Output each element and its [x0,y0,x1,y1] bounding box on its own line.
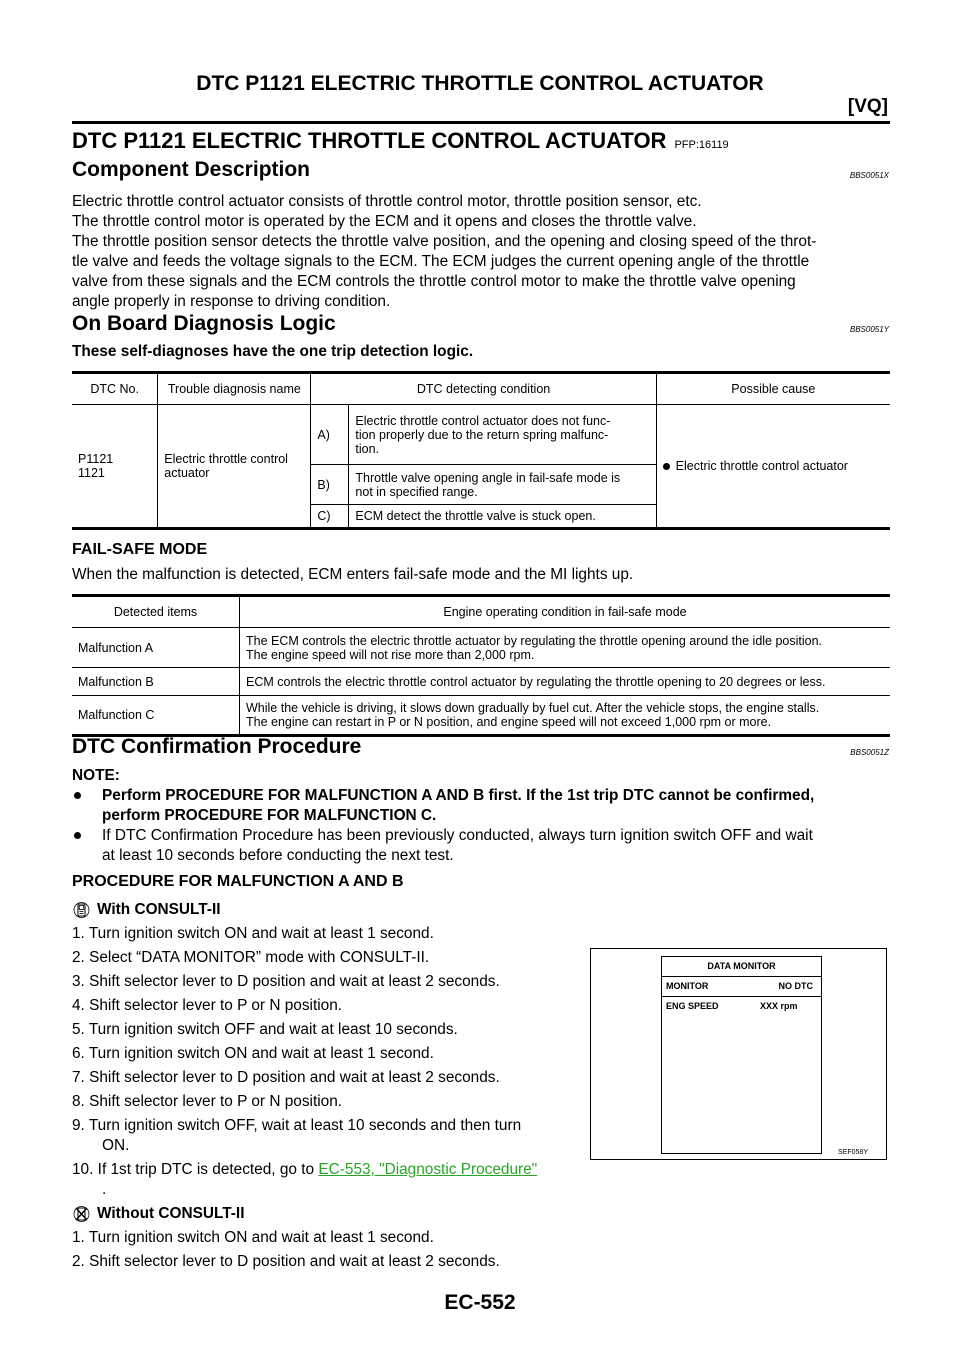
step-8: 8. Shift selector lever to P or N position. [72,1093,343,1110]
condition-line: not in specified range. [355,484,478,499]
without-consult-label: Without CONSULT-II [97,1205,245,1222]
screen-row [662,997,821,1016]
failsafe-table [72,594,890,737]
monitor-column: MONITOR [666,981,709,991]
dtc-no-alt: 1121 [78,466,105,480]
col-detected-items: Detected items [72,596,240,628]
consult-tool-icon [73,900,90,920]
bullet-icon [663,463,670,470]
col-dtc-no: DTC No. [72,373,158,405]
component-line: tle valve and feeds the voltage signals to the ECM. The ECM judges the current opening angle of the throttle [72,253,810,270]
condition-line: The engine can restart in P or N position, and engine speed will not exceed 1,000 rpm or more. [246,715,772,729]
col-detecting-condition: DTC detecting condition [311,373,656,405]
col-trouble-name: Trouble diagnosis name [158,373,311,405]
pfp-code: PFP:16119 [674,139,729,151]
header-rule [72,121,890,124]
step-1: 1. Turn ignition switch ON and wait at least 1 second. [72,925,434,942]
bullet-icon [74,832,81,839]
obd-note: These self-diagnoses have the one trip detection logic. [72,343,474,360]
component-ref: BBS0051X [849,171,889,180]
note-line: perform PROCEDURE FOR MALFUNCTION C. [102,807,437,824]
condition-label: A) [311,405,349,465]
step-3: 3. Shift selector lever to D position and wait at least 2 seconds. [72,973,500,990]
step-10-text: 10. If 1st trip DTC is detected, go to [72,1161,319,1178]
obd-heading: On Board Diagnosis Logic [72,312,336,335]
failsafe-heading: FAIL-SAFE MODE [72,541,208,558]
diagnostic-procedure-link[interactable]: EC-553, "Diagnostic Procedure" [318,1161,538,1178]
trouble-name-cell [158,405,311,529]
eng-speed-value: XXX rpm [760,1001,798,1011]
no-dtc-column: NO DTC [778,981,813,991]
no-consult-step-1: 1. Turn ignition switch ON and wait at least 1 second. [72,1229,434,1246]
component-line: Electric throttle control actuator consists of throttle control motor, throttle position sensor, etc. [72,193,702,210]
condition-line: Throttle valve opening angle in fail-safe mode is [355,470,621,485]
condition-text [349,405,656,465]
component-line: angle properly in response to driving condition. [72,293,391,310]
col-engine-condition: Engine operating condition in fail-safe mode [240,596,891,628]
failsafe-text: When the malfunction is detected, ECM enters fail-safe mode and the MI lights up. [72,566,634,583]
note-2 [102,826,813,866]
condition-line: The ECM controls the electric throttle actuator by regulating the throttle opening around the idle position. [246,633,823,648]
bullet-icon [74,792,81,799]
engine-condition [240,628,891,668]
no-consult-tool-icon [73,1204,90,1224]
condition-text [349,465,656,505]
component-line: valve from these signals and the ECM controls the throttle control motor to make the throttle valve opening [72,273,796,290]
note-line: at least 10 seconds before conducting the next test. [102,847,454,864]
condition-line: Electric throttle control actuator does not func- [355,413,611,428]
component-line: The throttle control motor is operated by the ECM and it opens and closes the throttle valve. [72,213,697,230]
possible-cause-cell [656,405,890,529]
component-line: The throttle position sensor detects the throttle valve position, and the opening and closing speed of the throt- [72,233,817,250]
note-1 [102,786,814,826]
obd-table [72,371,890,530]
condition-line: tion. [355,441,380,456]
step-6: 6. Turn ignition switch ON and wait at least 1 second. [72,1045,434,1062]
trouble-name-line: Electric throttle control [164,452,288,466]
confirm-heading: DTC Confirmation Procedure [72,735,362,758]
step-4: 4. Shift selector lever to P or N position. [72,997,343,1014]
screen-column-header [662,977,821,997]
dtc-no-cell [72,405,158,529]
col-possible-cause: Possible cause [656,373,890,405]
step-7: 7. Shift selector lever to D position and wait at least 2 seconds. [72,1069,500,1086]
eng-speed-label: ENG SPEED [666,1001,719,1011]
detected-item: Malfunction C [72,696,240,736]
section-title-text: DTC P1121 ELECTRIC THROTTLE CONTROL ACTUATOR [72,128,667,153]
note-label: NOTE: [72,767,120,784]
step-10-period: . [102,1181,107,1198]
figure-code: SEF058Y [838,1149,868,1156]
step-9: 9. Turn ignition switch OFF, wait at least 10 seconds and then turn [72,1117,522,1134]
note-line: Perform PROCEDURE FOR MALFUNCTION A AND B first. If the 1st trip DTC cannot be confirmed, [102,787,815,804]
with-consult-label: With CONSULT-II [97,901,221,918]
engine-condition: ECM controls the electric throttle control actuator by regulating the throttle opening to 20 degrees or less. [240,668,891,696]
condition-label: C) [311,505,349,529]
no-consult-step-2: 2. Shift selector lever to D position and wait at least 2 seconds. [72,1253,500,1270]
condition-label: B) [311,465,349,505]
running-header-title: DTC P1121 ELECTRIC THROTTLE CONTROL ACTUATOR [196,72,764,95]
screen-frame [661,956,822,1154]
condition-line: The engine speed will not rise more than 2,000 rpm. [246,647,535,662]
engine-tag: [VQ] [847,96,888,117]
condition-line: tion properly due to the return spring malfunc- [355,427,609,442]
note-line: If DTC Confirmation Procedure has been previously conducted, always turn ignition switch OFF and wait [102,827,813,844]
section-title [72,128,729,154]
procedure-heading: PROCEDURE FOR MALFUNCTION A AND B [72,873,404,890]
step-5: 5. Turn ignition switch OFF and wait at least 10 seconds. [72,1021,458,1038]
engine-condition [240,696,891,736]
condition-line: While the vehicle is driving, it slows down gradually by fuel cut. After the vehicle stops, the engine stalls. [246,701,820,715]
condition-text: ECM detect the throttle valve is stuck open. [349,505,656,529]
step-9-continued: ON. [102,1137,130,1154]
component-body [72,192,890,312]
consult-screen-figure [590,948,887,1160]
detected-item: Malfunction B [72,668,240,696]
component-heading: Component Description [72,158,311,181]
page-number: EC-552 [444,1291,516,1314]
screen-title: DATA MONITOR [662,957,821,977]
detected-item: Malfunction A [72,628,240,668]
trouble-name-line: actuator [164,466,210,480]
step-10 [72,1160,537,1180]
confirm-ref: BBS0051Z [850,748,889,757]
dtc-no: P1121 [78,452,114,466]
possible-cause: Electric throttle control actuator [675,459,848,473]
obd-ref: BBS0051Y [849,325,889,334]
step-2: 2. Select “DATA MONITOR” mode with CONSULT-II. [72,949,430,966]
